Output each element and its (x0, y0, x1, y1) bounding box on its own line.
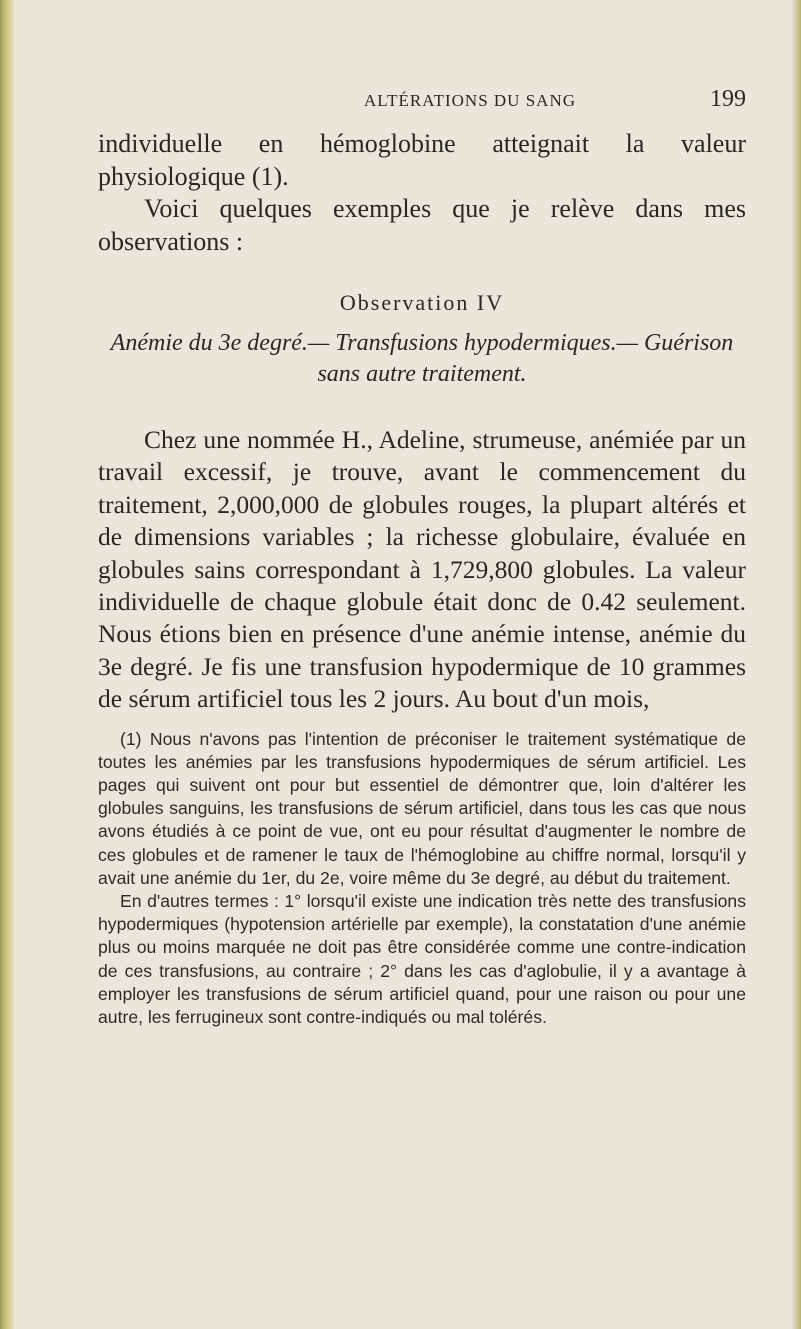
page-number: 199 (710, 86, 746, 112)
main-paragraph: Chez une nommée H., Adeline, strumeuse, anémiée par un travail excessif, je trouve, avant le commencement du traitement, 2,000,000 de globules rouges, la plupart altérés et de dimensions variables ; la richesse globulaire, évaluée en globules sains correspondant à 1,729,800 globules. La valeur individuelle de chaque globule était donc de 0.42 seulement. Nous étions bien en présence d'une anémie intense, anémie du 3e degré. Je fis une transfusion hypodermique de 10 grammes de sérum artificiel tous les 2 jours. Au bout d'un mois, (98, 425, 746, 714)
main-text (98, 424, 746, 716)
page-binding-edge (0, 0, 14, 1329)
running-head (98, 86, 746, 116)
observation-title: Observation IV (339, 290, 505, 315)
intro-line-1: individuelle en hémoglobine atteignait la valeur physiologique (1). (98, 129, 746, 191)
footnote-para-2: En d'autres termes : 1° lorsqu'il existe une indication très nette des transfusions hypodermiques (hypotension artérielle par exemple), la constatation d'une anémie plus ou moins marquée ne doit pas être considérée comme une contre-indication de ces transfusions, au contraire ; 2° dans les cas d'aglobulie, il y a avantage à employer les transfusions de sérum artificiel quand, pour une raison ou pour une autre, les ferrugineux sont contre-indiqués ou mal tolérés. (98, 891, 746, 1028)
page-right-edge (791, 0, 801, 1329)
intro-text (98, 128, 746, 258)
intro-line-2: Voici quelques exemples que je relève dans mes observations : (98, 194, 746, 256)
footnote (98, 728, 746, 1030)
observation-subtitle: Anémie du 3e degré.— Transfusions hypodermiques.— Guérison sans autre traitement. (110, 330, 734, 387)
running-title: ALTÉRATIONS DU SANG (364, 91, 576, 110)
book-page (98, 86, 746, 1029)
footnote-para-1: (1) Nous n'avons pas l'intention de préconiser le traitement systématique de toutes les anémies par les transfusions hypodermiques de sérum artificiel. Les pages qui suivent ont pour but essentiel de démontrer que, loin d'altérer les globules sanguins, les transfusions de sérum artificiel, dans tous les cas que nous avons étudiés à ce point de vue, ont eu pour résultat d'augmenter le nombre de ces globules et de ramener le taux de l'hémoglobine au chiffre normal, lorsqu'il y avait une anémie du 1er, du 2e, voire même du 3e degré, au début du traitement. (98, 728, 746, 888)
